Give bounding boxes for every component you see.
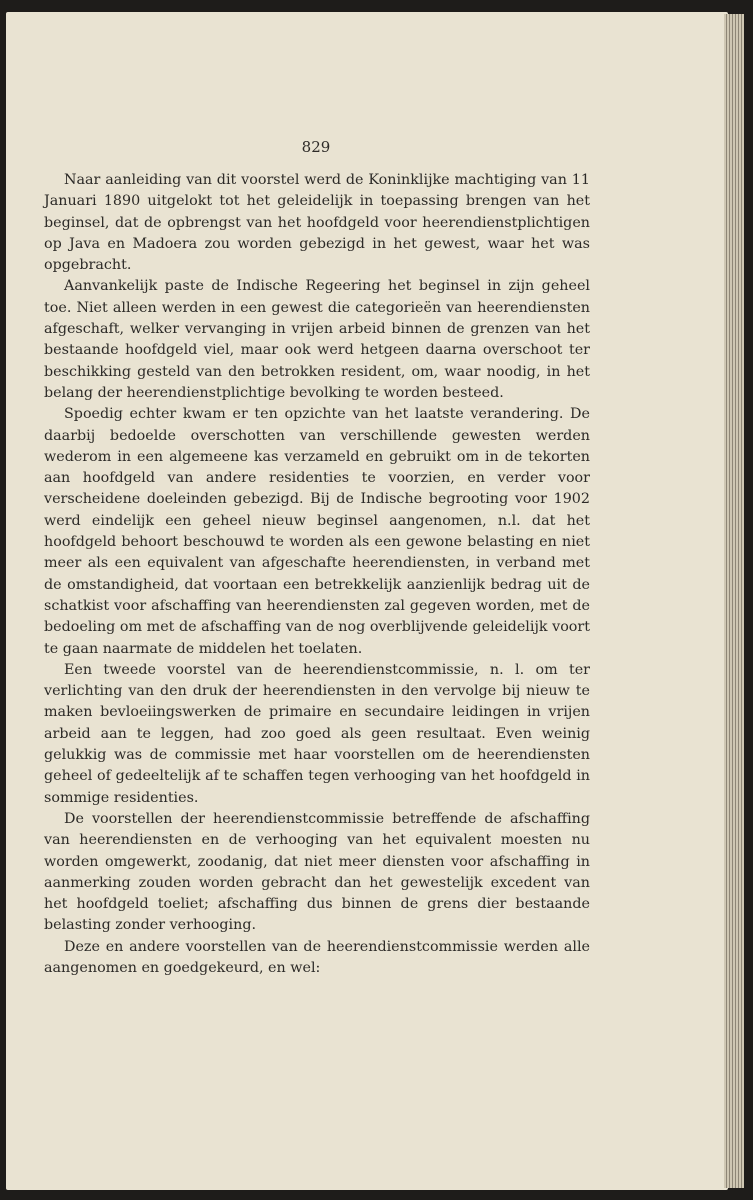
paragraph-6: Deze en andere voorstellen van de heerendienstcommissie werden alle aangenomen en goedgekeurd, en wel: [44, 938, 590, 976]
paragraph-5: De voorstellen der heerendienstcommissie betreffende de afschaffing van heerendiensten en de verhooging van het equivalent moesten nu worden omgewerkt, zoodanig, dat niet meer diensten voor afschaffing in aanmerking zouden worden gebracht dan het gewestelijk excedent van het hoofdgeld toeliet; afschaffing dus binnen de grens dier bestaande belasting zonder verhooging. [44, 810, 590, 934]
page-edges [724, 14, 744, 1188]
paragraph-2: Aanvankelijk paste de Indische Regeering het beginsel in zijn geheel toe. Niet alleen werden in een gewest die categorieën van heerendiensten afgeschaft, welker vervanging in vrijen arbeid binnen de grenzen van het bestaande hoofdgeld viel, maar ook werd hetgeen daarna overschoot ter beschikking gesteld van den betrokken resident, om, waar noodig, in het belang der heerendienstplichtige bevolking te worden besteed. [44, 278, 590, 401]
paragraph-1: Naar aanleiding van dit voorstel werd de Koninklijke machtiging van 11 Januari 1890 uitgelokt tot het geleidelijk in toepassing brengen van het beginsel, dat de opbrengst van het hoofdgeld voor heerendienstplichtigen op Java en Madoera zou worden gebezigd in het gewest, waar het was opgebracht. [44, 172, 590, 274]
paragraph-3: Spoedig echter kwam er ten opzichte van het laatste verandering. De daarbij bedoelde overschotten van verschillende gewesten werden wederom in een algemeene kas verzameld en gebruikt om in de tekorten aan hoofdgeld van andere residenties te voorzien, en verder voor verscheidene doeleinden gebezigd. Bij de Indische begrooting voor 1902 werd eindelijk een geheel nieuw beginsel aangenomen, n.l. dat het hoofdgeld behoort beschouwd te worden als een gewone belasting en niet meer als een equivalent van afgeschafte heerendiensten, in verband met de omstandigheid, dat voortaan een betrekkelijk aanzienlijk bedrag uit de schatkist voor afschaffing van heerendiensten zal gegeven worden, met de bedoeling om met de afschaffing van de nog overblijvende geleidelijk voort te gaan naarmate de middelen het toelaten. [44, 406, 590, 657]
body-text [44, 170, 590, 979]
paragraph-4: Een tweede voorstel van de heerendienstcommissie, n. l. om ter verlichting van den druk der heerendiensten in den vervolge bij nieuw te maken bevloeiingswerken de primaire en secundaire leidingen in vrijen arbeid aan te leggen, had zoo goed als geen resultaat. Even weinig gelukkig was de commissie met haar voorstellen om de heerendiensten geheel of gedeeltelijk af te schaffen tegen verhooging van het hoofdgeld in sommige residenties. [44, 661, 590, 806]
book-page [6, 12, 728, 1190]
page-number: 829 [301, 138, 331, 156]
